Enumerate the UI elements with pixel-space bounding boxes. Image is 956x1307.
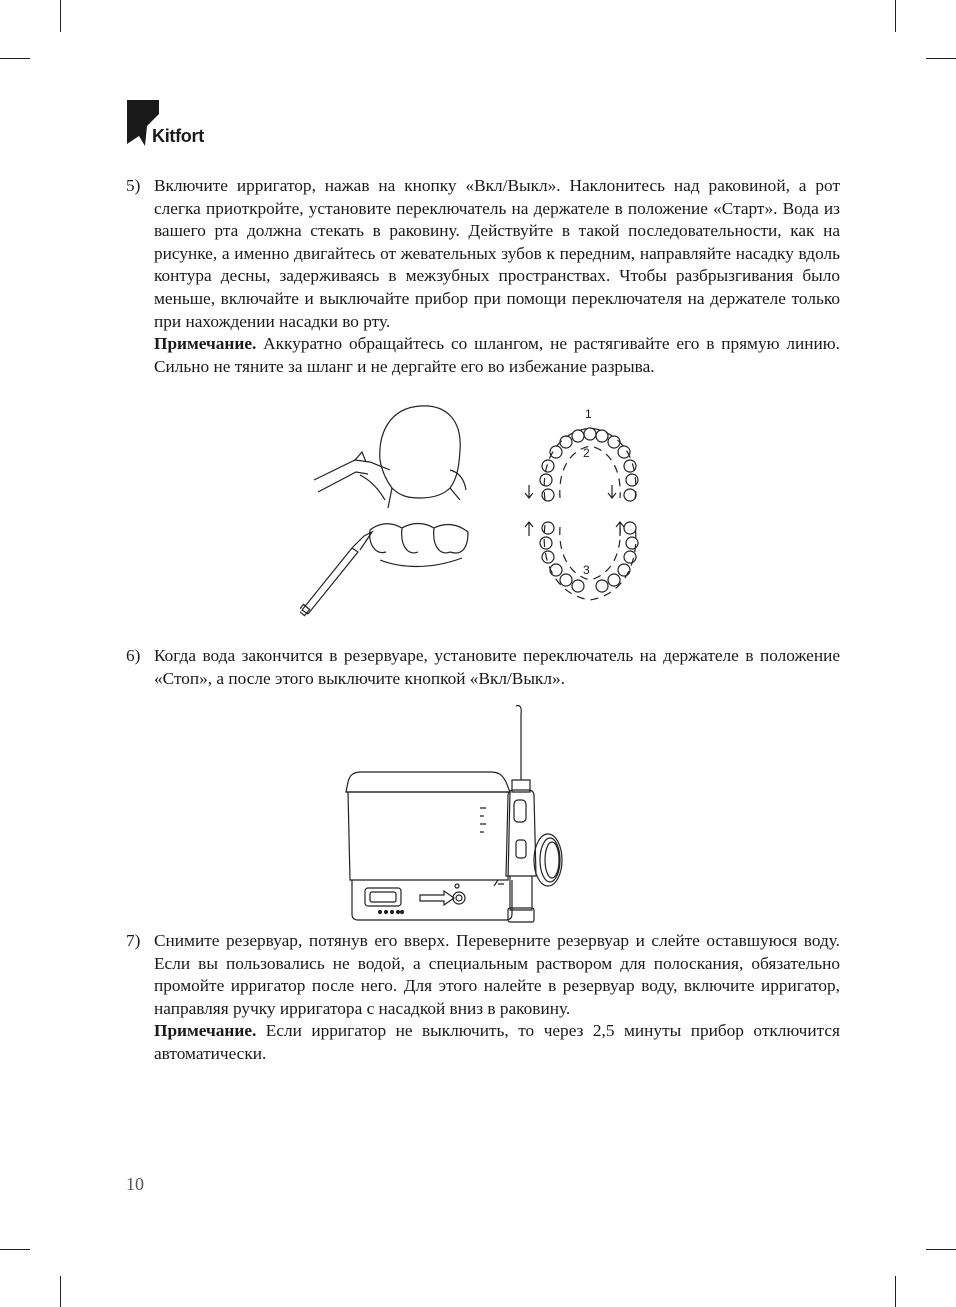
note-text: Если ирригатор не выключить, то через 2,5 минуты прибор отключится автоматически. — [154, 1021, 840, 1063]
step-number: 5) — [126, 176, 141, 195]
arrow-up-icon — [616, 522, 624, 536]
step-text: Когда вода закончится в резервуаре, установите переключатель на держателе в положение «Стоп», а после этого выключите кнопкой «Вкл/Выкл». — [154, 646, 840, 688]
crop-mark — [60, 1276, 61, 1307]
diagram-label-2: 2 — [583, 446, 590, 460]
arrow-right-icon — [420, 891, 454, 905]
step-6 — [126, 645, 840, 690]
crop-mark — [895, 1276, 896, 1307]
crop-mark — [0, 1249, 30, 1250]
arrow-up-icon — [525, 522, 533, 536]
crop-mark — [0, 58, 30, 59]
diagram-label-1: 1 — [585, 407, 592, 421]
crop-mark — [926, 1249, 956, 1250]
arrow-down-icon — [608, 485, 616, 498]
crop-mark — [895, 0, 896, 32]
step-note — [154, 1020, 840, 1065]
teeth-lower-arch — [540, 522, 638, 600]
arrow-down-icon — [525, 485, 533, 498]
teeth-upper-arch — [540, 428, 638, 501]
step-number: 6) — [126, 646, 141, 665]
note-label: Примечание. — [154, 334, 257, 354]
step-number: 7) — [126, 931, 141, 950]
crop-mark — [60, 0, 61, 32]
page-number: 10 — [126, 1174, 144, 1194]
note-label: Примечание. — [154, 1021, 257, 1041]
step-text: Снимите резервуар, потянув его вверх. Переверните резервуар и слейте оставшуюся воду. Если вы пользовались не водой, а специальным раствором для полоскания, обязательно промойте ирригатор после него. Для этого налейте в резервуар воду, включите ирригатор, направляя ручку ирригатора с насадкой вниз в раковину. — [154, 931, 840, 1018]
crop-mark — [926, 58, 956, 59]
diagram-label-3: 3 — [583, 563, 590, 577]
brand-name: Kitfort — [152, 126, 204, 146]
step-7 — [126, 930, 840, 1066]
step-note — [154, 333, 840, 378]
irrigator-figure — [340, 700, 570, 925]
step-text: Включите ирригатор, нажав на кнопку «Вкл/Выкл». Наклонитесь над раковиной, а рот слегка приоткройте, установите переключатель на держателе в положение «Старт». Вода из вашего рта должна стекать в раковину. Действуйте в такой последовательности, как на рисунке, а именно двигайтесь от жевательных зубов к передним, направляйте насадку вдоль контура десны, задерживаясь в межзубных пространствах. Чтобы разбрызгивания было меньше, включайте и выключайте прибор при помощи переключателя на держателе только при нахождении насадки во рту. — [154, 176, 840, 331]
step-5 — [126, 175, 840, 378]
cleaning-figure — [300, 400, 660, 625]
note-text: Аккуратно обращайтесь со шлангом, не растягивайте его в прямую линию. Сильно не тяните за шланг и не дергайте его во избежание разрыва. — [154, 334, 840, 376]
